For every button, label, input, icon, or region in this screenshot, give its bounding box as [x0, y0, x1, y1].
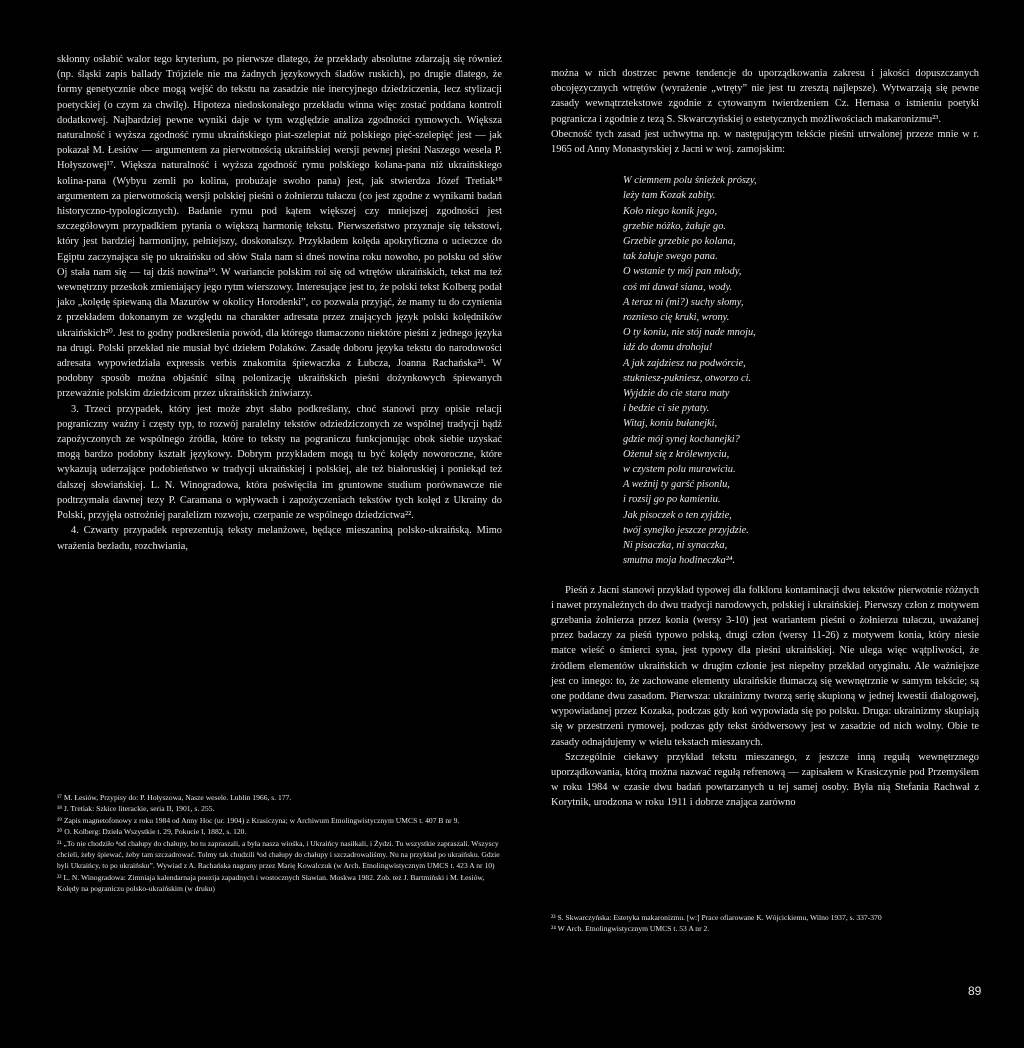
footnote: ²⁰ O. Kolberg: Dzieła Wszystkie t. 29, Pokucie I, 1882, s. 120. — [57, 827, 247, 837]
poem-line: Wyjdzie do cie stara maty — [623, 388, 730, 400]
poem-line: Jak pisoczek o ten zyjdzie, — [623, 509, 732, 521]
footnote: ²⁴ W Arch. Etnolingwistycznym UMCS t. 53 A nr 2. — [551, 924, 710, 934]
paragraph: Pieśń z Jacni stanowi przykład typowej dla folkloru kontaminacji dwu tekstów pierwotnie różnych i nawet przynależnych do dwu tradycji narodowych, polskiej i ukraińskiej. Pierwszy człon z motywem grzebania żołnierza przez konia (wersy 3-10) jest wariantem pieśni o żołnierzu tułaczu, uważanej przez badaczy za pieśń typowo polską, drugi człon (wersy 11-26) z motywem konia, który niesie matce wieść o śmierci syna, jest typowy dla pieśni ukraińskiej. Nie ulega więc wątpliwości, że źródłem elementów ukraińskich w drugim członie jest niepełny przekład oryginału. Ale ważniejsze jest co innego: to, że zachowane elementy ukraińskie tłumaczą się wewnętrznie w samym tekście; są one poddane dwu zasadom. Pierwsza: ukrainizmy tworzą serię skupioną w jednej kwestii dialogowej, wypowiadanej przez Kozaka, podczas gdy koń wypowiada się po polsku. Druga: ukrainizmy skupiają się w przestrzeni rymowej, podczas gdy tekst śródwersowy jest w zasadzie od nich wolny. Obie te zasady odnajdujemy w wielu tekstach mieszanych. — [551, 584, 979, 748]
poem-line: tak żałuje swego pana. — [623, 251, 718, 263]
right-footnotes — [551, 912, 979, 935]
paragraph: 4. Czwarty przypadek reprezentują teksty melanżowe, będące mieszaniną polsko-ukraińską. Mimo wrażenia bezładu, rozchwiania, — [57, 525, 502, 552]
poem-line: W ciemnem polu śnieżek prószy, — [623, 175, 757, 187]
footnote: ²² L. N. Winogradowa: Zimniaja kalendarnaja poezija zapadnych i wostocznych Sławian. Moskwa 1982. Zob. też J. Bartmiński i M. Łesiów, Kolędy na pograniczu polsko-ukraińskim (w druku) — [57, 872, 485, 894]
paragraph: Obecność tych zasad jest uchwytna np. w następującym tekście pieśni utrwalonej przeze mnie w r. 1965 od Anny Monastyrskiej z Jacni w woj. zamojskim: — [551, 128, 979, 156]
poem-line: i rozsij go po kamieniu. — [623, 494, 721, 506]
poem-line: O ty koniu, nie stój nade mnoju, — [623, 327, 756, 339]
poem-line: grzebie nóżko, żałuje go. — [623, 220, 727, 232]
paragraph: skłonny osłabić walor tego kryterium, po pierwsze dlatego, że przekłady absolutne zdarzają się również (np. śląski zapis ballady Trójziele nie ma żadnych językowych śladów ruskich), po drugie dlatego, że formy genetycznie obce mogą wejść do tekstu na zasadzie nie inercyjnego dziedziczenia, lecz stylizacji poetyckiej (o czym za chwilę). Hipoteza niedoskonałego przekładu winna więc zostać poddana kontroli dodatkowej. Najbardziej pewne wyniki daje w tym względzie analiza zgodności rymowych. Większa naturalność i wyższa zgodność rymu ukraińskiego piat-szelepiat niż polskiego pięć-szelepięć jest — jak pokazał M. Łesiów — argumentem za pierwotnością ukraińskiej wersji pewnej pieśni Naszego wesela P. Hołyszowej¹⁷. Większa naturalność i wyższa zgodność rymu polskiego kolana-pana niż ukraińskiego kolina-pana (Wybyu zemli po kolina, probużaje swoho pana) jest, jak stwierdza Józef Tretiak¹⁸ argumentem za pierwotnością wersji polskiej pieśni o żołnierzu tułaczu (co jest zgodne z wynikami badań historyczno-typologicznych). Badanie rymu pod kątem większej czy mniejszej zgodności jest szczegółowym przypadkiem pytania o większą harmonię tekstu. Pierwszeństwo przyznaje się tekstowi, który jest bardziej harmonijny, pełniejszy, doskonalszy. Przykładem kolęda apokryficzna o ucieczce do Egiptu zaczynająca się po ukraińsku od słów Stala nam si dneś nowina roku nowoho, po polsku od słów Oj stała nam się — taj dziś nowina¹⁹. W wariancie polskim roi się od wtrętów ukraińskich, tekst ma też wewnętrzny przeskok zmieniający jego rytm wierszowy. Interesujące jest to, że polski tekst Kolberg podał jako „kolędę śpiewaną dla Mazurów w okolicy Horodenki”, co pozwala przyjąć, że mamy tu do czynienia z przekładem dokonanym ze względu na charakter adresata przez znających język polski kolędników ukraińskich²⁰. Jest to godny podkreślenia powód, dla którego tłumaczono niektóre pieśni z jednego języka na drugi. Polski przekład nie musiał być dziełem Polaków. Zasadę doboru języka tekstu do narodowości adresata wypowiedziała expressis verbis znakomita śpiewaczka z Łubcza, Joanna Rachańska²¹. W podobny sposób można objaśnić silną polonizację ukraińskich pieśni dożynkowych śpiewanych przeważnie polskim dziedzicom przez ukraińskich żniwiarzy. — [57, 54, 502, 400]
footnote: ¹⁷ M. Łesiów, Przypisy do: P. Hołyszowa, Nasze wesele. Lublin 1966, s. 177. — [57, 793, 292, 802]
poem-line: i bedzie ci sie pytaty. — [623, 403, 710, 415]
paragraph: Szczególnie ciekawy przykład tekstu mieszanego, z jeszcze inną regułą wewnętrznego uporządkowania, którą można nazwać regułą refrenową — zapisałem w Krasiczynie pod Przemyślem w roku 1984 w czasie dwu badań powtarzanych u tej samej osoby. Była nią Stefania Rachwał z Korytnik, urodzona w roku 1911 i dobrze znająca zarówno — [551, 751, 979, 809]
poem-line: O wstanie ty mój pan młody, — [623, 266, 742, 278]
poem-line: twój synejko jeszcze przyjdzie. — [623, 524, 749, 536]
poem-line: Witaj, koniu bułanejki, — [623, 418, 718, 430]
poem-line: Ni pisaczka, ni synaczka, — [623, 540, 728, 552]
footnote: ²³ S. Skwarczyńska: Estetyka makaronizmu. [w:] Prace ofiarowane K. Wójcickiemu, Wilno 1937, s. 337-370 — [551, 913, 882, 922]
paragraph: można w nich dostrzec pewne tendencje do uporządkowania zakresu i jakości dopuszczanych obcojęzycznych wtrętów (wyrażenie „wtręty” nie jest tu zresztą najlepsze). Wytwarzają się pewne zasady wewnątrztekstowe zgodnie z cytowanym twierdzeniem Cz. Hernasa o istnieniu poetyki pogranicza i zgodnie z tezą S. Skwarczyńskiej o estetycznych możliwościach makaronizmu²³. — [551, 68, 979, 125]
poem-line: A teraz ni (mi?) suchy słomy, — [623, 296, 744, 308]
poem-line: roznieso cię kruki, wrony. — [623, 312, 730, 324]
poem-line: A weźnij ty garść pisonlu, — [623, 479, 730, 491]
poem-line: coś mi dawał siana, wody. — [623, 281, 733, 293]
footnote: ¹⁸ J. Tretiak: Szkice literackie, seria II, 1901, s. 255. — [57, 804, 215, 814]
footnote: ²¹ „To nie chodziło ⁿod chałupy do chałupy, bo tu zapraszali, a była nasza wiośka, i Ukraińcy nasiłkali, i Żydzi. Tu wszystkie zapraszali. Wszyscy chcieli, żeby śpiewać, żeby tam szczadrować. Tolmy tak chudzili ⁿod chałupy do chałupy i szczadrowaliśmy. Nu na przykład po ukraińsku. Gdzie byli Ukraińcy, to po ukraińsku”. Wywiad z A. Rachańska nagrany przez Marię Kowalczuk (w Arch. Etnolingwistycznym UMCS t. 423 A nr 10) — [57, 838, 500, 871]
poem-line: w czystem polu murawiciu. — [623, 464, 736, 476]
poem-line: smutna moja hodineczka²⁴. — [623, 555, 736, 567]
left-text-column — [57, 52, 502, 554]
poem-line: gdzie mój synej kochanejki? — [623, 433, 740, 445]
poem-line: leży tam Kozak zabity. — [623, 190, 716, 202]
paragraph: 3. Trzeci przypadek, który jest może zbyt słabo podkreślany, choć stanowi przy opisie relacji pograniczny ważny i częsty typ, to rozwój paralelny tekstów odziedziczonych ze wspólnej tradycji bądź zapożyczonych ze wspólnego źródła, które to teksty na pograniczu funkcjonując obok siebie uzyskać mogą bardzo podobny kształt językowy. Dobrym przykładem mogą tu być kolędy noworoczne, które wykazują uderzające podobieństwo w tradycji ukraińskiej i polskiej, ale też białoruskiej i poniekąd też dalszej słowiańskiej. L. N. Winogradowa, która poświęciła im gruntowne studium porównawcze nie podtrzymała dawnej tezy P. Caramana o wpływach i zapożyczeniach tekstów tych kolęd z Ukrainy do Polski, przyjęła ostrożniej paralelizm rozwoju, czerpanie ze wspólnego dziedzictwa²². — [57, 403, 502, 522]
poem-line: Ożenuł się z królewnyciu, — [623, 448, 730, 460]
left-footnotes — [57, 792, 502, 895]
page-number: 89 — [968, 984, 982, 998]
footnote: ¹⁹ Zapis magnetofonowy z roku 1984 od Anny Hoc (ur. 1904) z Krasiczyna; w Archiwum Etnolingwistycznym UMCS t. 407 B nr 9. — [57, 815, 460, 825]
poem-line: idź do domu drohoju! — [623, 342, 713, 354]
poem-line: A jak zajdziesz na podwórcie, — [623, 357, 746, 369]
poem-line: stukniesz-pukniesz, otworzo ci. — [623, 372, 752, 384]
right-text-column — [551, 66, 979, 811]
poem — [623, 173, 979, 568]
poem-line: Koło niego konik jego, — [623, 205, 718, 217]
poem-line: Grzebie grzebie po kolana, — [623, 236, 736, 248]
